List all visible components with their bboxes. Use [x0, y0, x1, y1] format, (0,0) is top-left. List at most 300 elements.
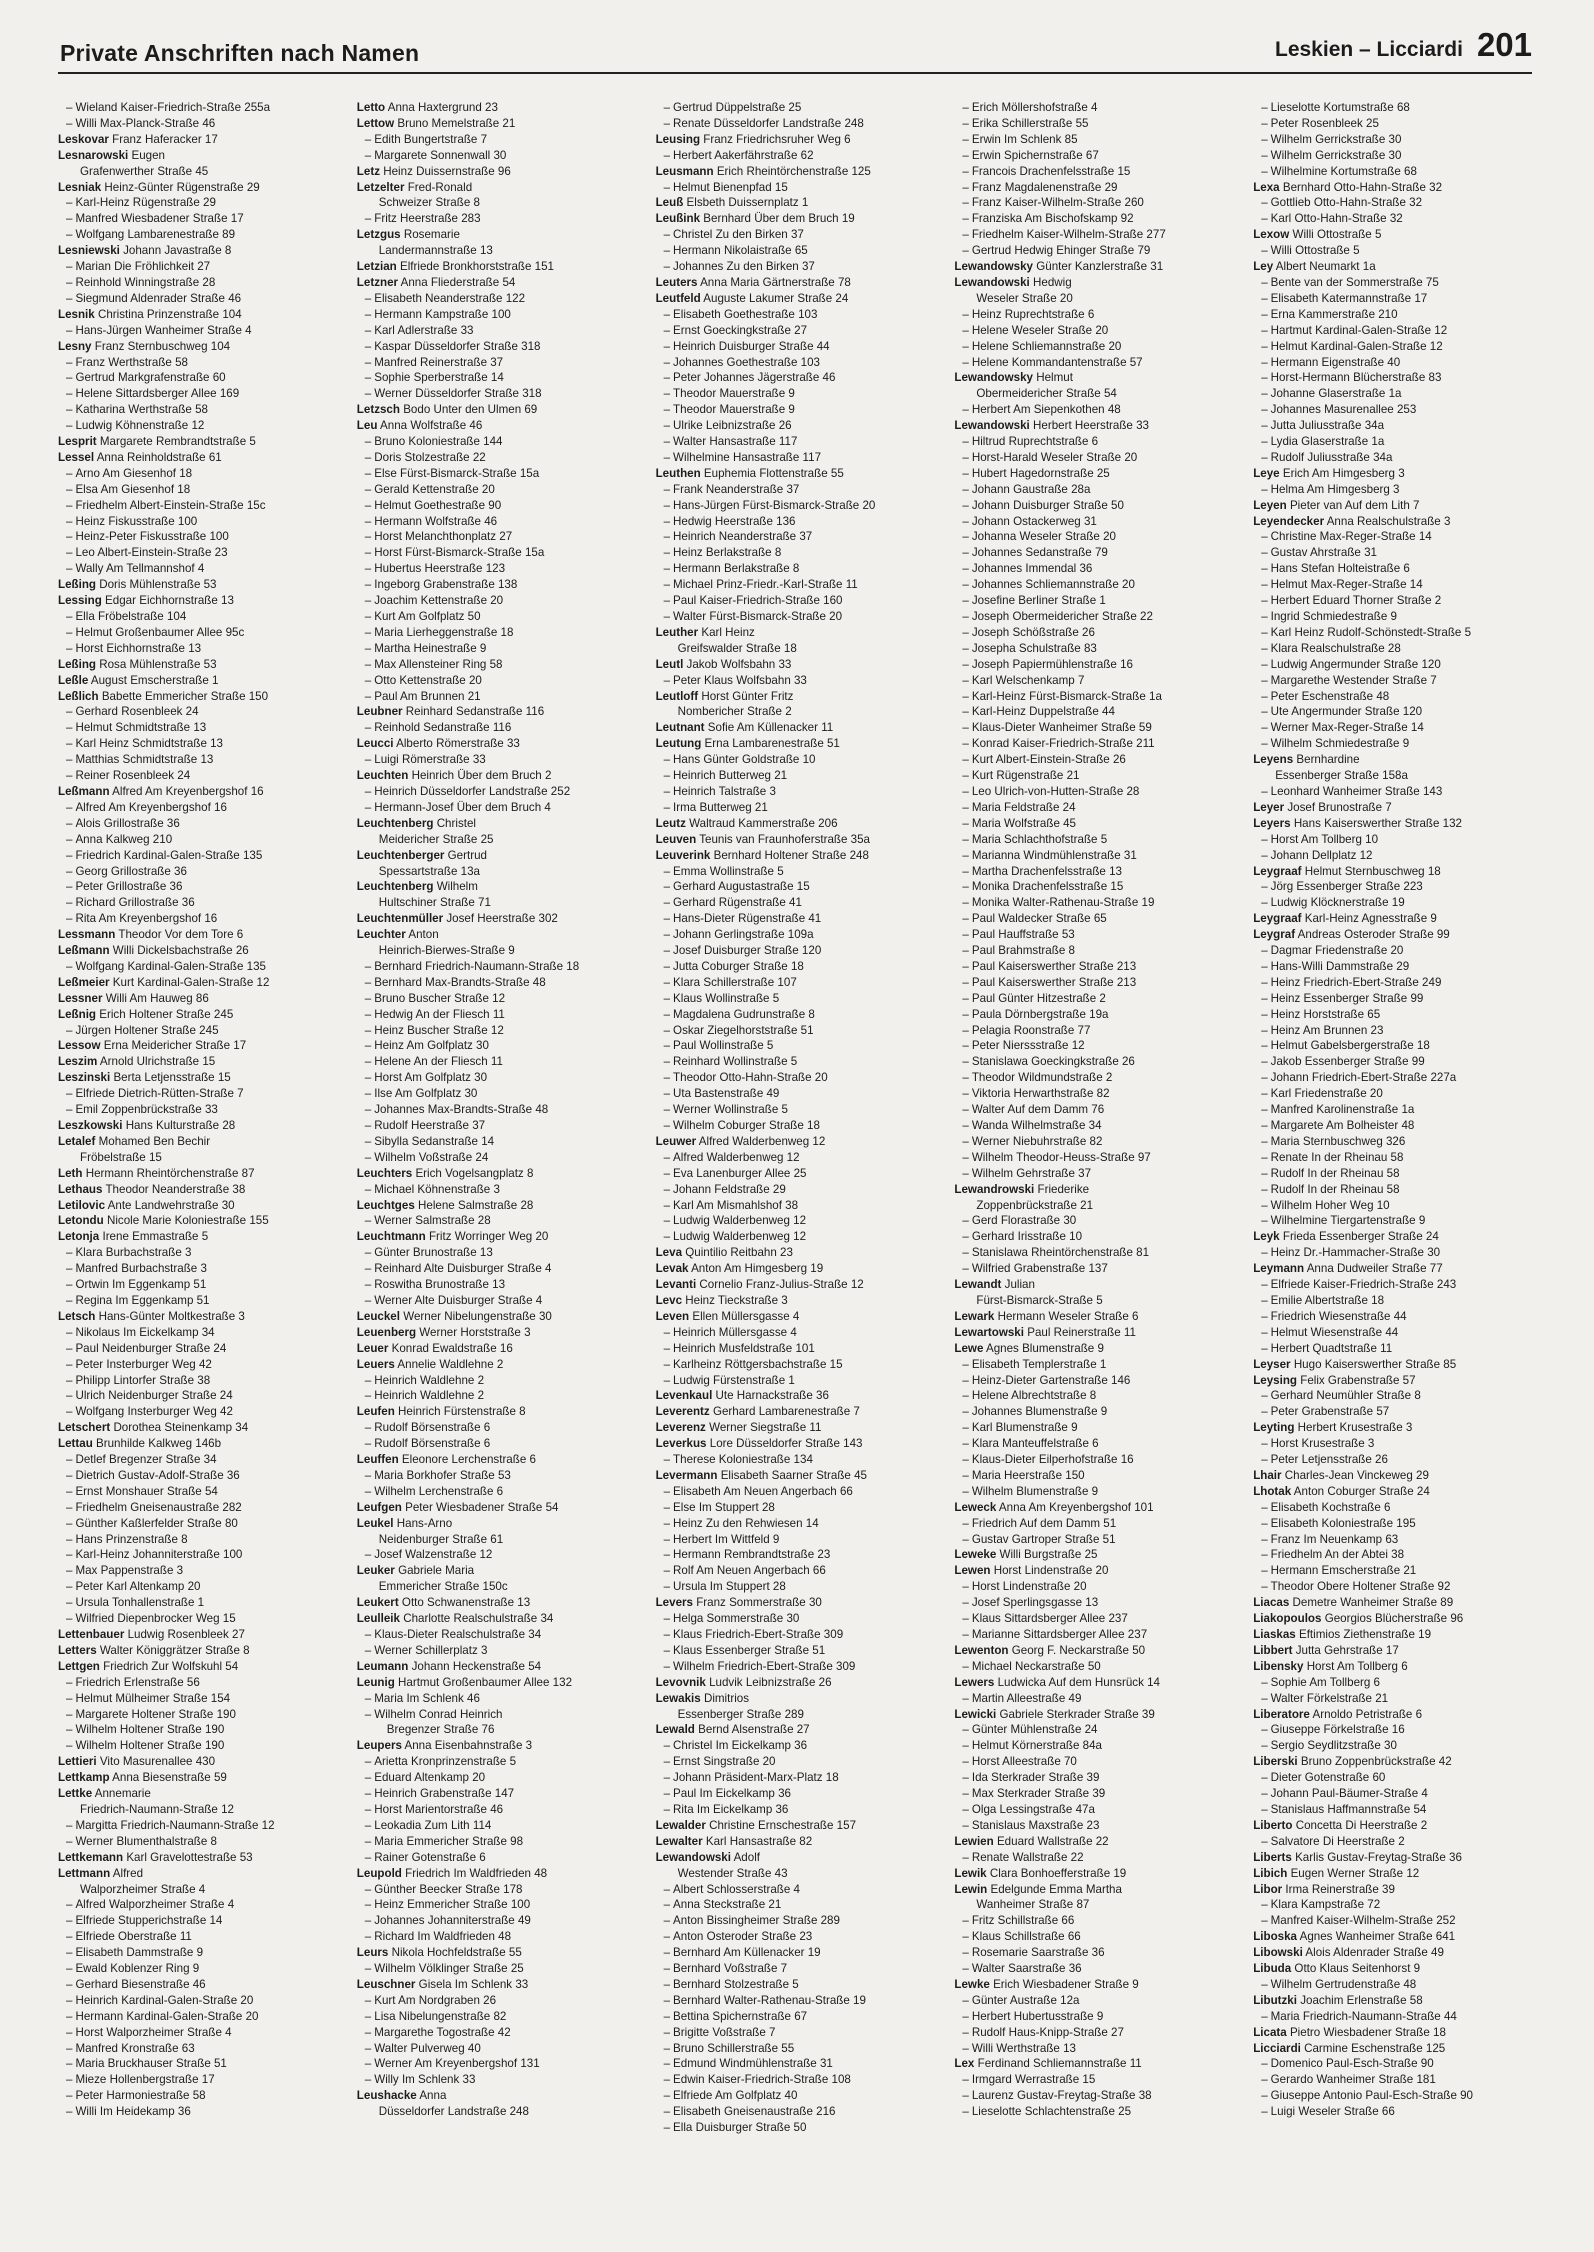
entry-dash: –	[364, 1039, 372, 1053]
entry-continuation	[656, 1627, 949, 1643]
entry-dash: –	[663, 2057, 671, 2071]
entry-dash: –	[962, 1134, 969, 1148]
entry-text: Joachim Kettenstraße 20	[374, 594, 504, 608]
entry-text: Jakob Essenberger Straße 99	[1270, 1055, 1425, 1069]
entry-dash: –	[66, 1930, 73, 1944]
entry-continuation	[357, 2009, 650, 2025]
entry-text: Werner Am Kreyenbergshof 131	[374, 2057, 540, 2071]
entry	[1253, 1707, 1546, 1723]
entry-continuation	[1253, 1007, 1546, 1023]
entry-text: Helmut	[1036, 371, 1073, 385]
entry-surname: Lexa	[1253, 180, 1280, 194]
entry-dash: –	[364, 1103, 372, 1117]
entry	[1253, 2041, 1546, 2057]
entry-continuation	[656, 450, 949, 466]
entry-dash: –	[962, 355, 969, 369]
entry-text: Detlef Bregenzer Straße 34	[75, 1453, 217, 1467]
entry-text: Theodor Vor dem Tore 6	[118, 928, 244, 942]
entry-dash: –	[1261, 450, 1268, 464]
entry-text: Walter Auf dem Damm 76	[971, 1103, 1105, 1117]
entry-continuation	[58, 1404, 351, 1420]
entry-dash: –	[66, 1739, 73, 1753]
entry-text: Teunis van Fraunhoferstraße 35a	[699, 832, 870, 846]
entry-text: Kurt Albert-Einstein-Straße 26	[971, 753, 1126, 767]
entry-text: Michael Köhnenstraße 3	[374, 1182, 500, 1196]
entry-dash: –	[962, 1739, 969, 1753]
entry-text: Brigitte Voßstraße 7	[673, 2025, 776, 2039]
entry-text: Ursula Tonhallenstraße 1	[75, 1596, 205, 1610]
entry-text: Albert Schlosserstraße 4	[673, 1882, 800, 1896]
entry-dash: –	[1261, 546, 1268, 560]
entry-text: Franz Sternbuschweg 104	[94, 339, 231, 353]
entry-text: Walter Hansastraße 117	[673, 435, 798, 449]
entry-text: Peter Klaus Wolfsbahn 33	[673, 673, 807, 687]
entry	[58, 1627, 351, 1643]
entry-text: Uta Bastenstraße 49	[673, 1087, 780, 1101]
entry-text: Heinrich Kardinal-Galen-Straße 20	[75, 1993, 254, 2007]
entry	[58, 450, 351, 466]
entry-text: Ida Sterkrader Straße 39	[971, 1771, 1100, 1785]
entry-text: Gerd Florastraße 30	[971, 1214, 1077, 1228]
entry	[58, 784, 351, 800]
entry	[656, 1309, 949, 1325]
entry-continuation	[58, 2025, 351, 2041]
entry-continuation	[656, 673, 949, 689]
entry-text: Heinz Dr.-Hammacher-Straße 30	[1270, 1246, 1441, 1260]
entry-text: Irma Reinerstraße 39	[1285, 1882, 1395, 1896]
entry-dash: –	[66, 1389, 73, 1403]
entry-text: Johann Friedrich-Ebert-Straße 227a	[1270, 1071, 1457, 1085]
entry-text: Wilhelm Gertrudenstraße 48	[1270, 1977, 1417, 1991]
entry-continuation	[58, 768, 351, 784]
entry-surname: Letonja	[58, 1230, 100, 1244]
entry-continuation	[58, 291, 351, 307]
entry-continuation	[1253, 1293, 1546, 1309]
entry	[357, 1659, 650, 1675]
entry	[357, 1357, 650, 1373]
entry-text: Friedrich Erlenstraße 56	[75, 1675, 200, 1689]
entry-text: Horst-Harald Weseler Straße 20	[971, 450, 1138, 464]
entry-dash: –	[663, 2041, 671, 2055]
entry-text: Andreas Osteroder Straße 99	[1297, 928, 1450, 942]
entry-text: Wilhelmine Kortumstraße 68	[1270, 164, 1417, 178]
entry-continuation	[954, 1404, 1247, 1420]
entry-continuation	[954, 1086, 1247, 1102]
entry-continuation	[954, 1102, 1247, 1118]
entry-continuation	[58, 1738, 351, 1754]
entry-continuation	[1253, 211, 1546, 227]
entry-dash: –	[1261, 1564, 1268, 1578]
entry-text: Bernhard Holtener Straße 248	[713, 848, 869, 862]
entry-surname: Lesnik	[58, 307, 95, 321]
entry-text: Bruno Memelstraße 21	[397, 116, 516, 130]
entry-dash: –	[364, 625, 372, 639]
entry-text: Ferdinand Schliemannstraße 11	[977, 2057, 1142, 2071]
entry-dash: –	[66, 1898, 73, 1912]
entry-dash: –	[663, 1659, 671, 1673]
entry-text: Ella Duisburger Straße 50	[673, 2121, 807, 2135]
entry-surname: Lettkemann	[58, 1850, 124, 1864]
entry-text: Hermann Rheintörchenstraße 87	[85, 1166, 255, 1180]
entry-text: Eugen Werner Straße 12	[1290, 1866, 1420, 1880]
entry-text: Klaus-Dieter Wanheimer Straße 59	[971, 721, 1152, 735]
entry-continuation	[656, 1038, 949, 1054]
entry-continuation	[357, 800, 650, 816]
entry-text: Doris Mühlenstraße 53	[99, 578, 217, 592]
entry	[1253, 752, 1546, 784]
entry-dash: –	[364, 371, 372, 385]
entry-dash: –	[962, 753, 969, 767]
entry-text: Werner Blumenthalstraße 8	[75, 1834, 218, 1848]
entry-text: Elfriede Am Golfplatz 40	[673, 2089, 798, 2103]
entry-continuation	[1253, 1977, 1546, 1993]
entry-dash: –	[66, 832, 73, 846]
entry-dash: –	[663, 498, 671, 512]
entry-continuation	[58, 514, 351, 530]
entry-surname: Leutz	[655, 816, 686, 830]
entry-dash: –	[663, 2121, 671, 2135]
entry-dash: –	[663, 1103, 671, 1117]
entry-text: Sophie Am Tollberg 6	[1270, 1675, 1380, 1689]
entry-continuation	[357, 609, 650, 625]
entry-continuation	[1253, 609, 1546, 625]
entry-dash: –	[962, 769, 969, 783]
entry-continuation	[58, 482, 351, 498]
entry	[58, 1436, 351, 1452]
entry-continuation	[58, 1452, 351, 1468]
entry-text: Anna Steckstraße 21	[673, 1898, 782, 1912]
entry-text: Helga Sommerstraße 30	[673, 1612, 800, 1626]
entry	[58, 243, 351, 259]
entry-dash: –	[962, 403, 969, 417]
entry-continuation	[58, 1245, 351, 1261]
entry	[58, 1182, 351, 1198]
entry-text: Stanislawa Rheintörchenstraße 81	[971, 1246, 1150, 1260]
entry-continuation	[954, 1770, 1247, 1786]
entry-surname: Leuchtenberg	[356, 880, 434, 894]
entry-dash: –	[663, 753, 671, 767]
entry-text: Gertrud Hedwig Ehinger Straße 79	[971, 244, 1151, 258]
entry-text: Helene Kommandantenstraße 57	[971, 355, 1143, 369]
entry-text: Hugo Kaiserswerther Straße 85	[1293, 1357, 1457, 1371]
entry-text: Margarete Sonnenwall 30	[374, 148, 507, 162]
entry	[656, 132, 949, 148]
entry-text: Reinhold Sedanstraße 116	[374, 721, 512, 735]
entry-text: Arno Am Giesenhof 18	[75, 466, 193, 480]
entry-continuation	[656, 545, 949, 561]
entry-text: Bernhard Walter-Rathenau-Straße 19	[673, 1993, 866, 2007]
entry	[954, 370, 1247, 402]
entry-dash: –	[663, 1484, 671, 1498]
entry-continuation	[656, 307, 949, 323]
entry-continuation	[656, 1452, 949, 1468]
entry-text: Hermann Berlakstraße 8	[673, 562, 800, 576]
entry-continuation	[1253, 832, 1546, 848]
entry	[58, 1643, 351, 1659]
entry-text: Rosa Mühlenstraße 53	[99, 657, 217, 671]
entry-continuation	[58, 1484, 351, 1500]
entry	[1253, 227, 1546, 243]
entry-text: Emil Zoppenbrückstraße 33	[75, 1103, 218, 1117]
entry-dash: –	[364, 1055, 372, 1069]
entry-text: Pieter van Auf dem Lith 7	[1289, 498, 1420, 512]
entry-dash: –	[663, 1580, 671, 1594]
entry-continuation	[1253, 1897, 1546, 1913]
entry-dash: –	[1261, 291, 1268, 305]
entry-surname: Leyser	[1253, 1357, 1291, 1371]
entry-text: Erna Kammerstraße 210	[1270, 307, 1398, 321]
entry-dash: –	[962, 1962, 969, 1976]
entry-dash: –	[1261, 1007, 1268, 1021]
entry-dash: –	[663, 1914, 671, 1928]
entry-continuation	[656, 1945, 949, 1961]
entry-continuation	[1253, 959, 1546, 975]
entry-text: Alfred Am Kreyenbergshof 16	[75, 800, 227, 814]
entry-address-line: Essenberger Straße 158a	[1275, 769, 1408, 783]
entry-continuation	[357, 1547, 650, 1563]
entry-address-line: Düsseldorfer Landstraße 248	[378, 2105, 529, 2119]
entry-continuation	[954, 641, 1247, 657]
entry-text: Manfred Kronstraße 63	[75, 2041, 195, 2055]
entry-dash: –	[962, 673, 969, 687]
entry	[58, 1007, 351, 1023]
entry-dash: –	[364, 1437, 372, 1451]
entry-dash: –	[66, 769, 73, 783]
entry-dash: –	[962, 1723, 969, 1737]
entry-text: Dieter Gotenstraße 60	[1270, 1771, 1386, 1785]
entry-dash: –	[1261, 530, 1268, 544]
entry-continuation	[954, 1388, 1247, 1404]
entry-surname: Letschert	[58, 1421, 111, 1435]
entry-continuation	[1253, 1182, 1546, 1198]
entry-continuation	[954, 148, 1247, 164]
entry	[656, 832, 949, 848]
entry-surname: Lesny	[58, 339, 92, 353]
entry-text: Helene Salmstraße 28	[418, 1198, 534, 1212]
entry-text: Klaus Wollinstraße 5	[673, 991, 780, 1005]
entry-continuation	[58, 1023, 351, 1039]
entry-text: Richard Grillostraße 36	[75, 896, 195, 910]
entry-continuation	[656, 1961, 949, 1977]
entry-continuation	[656, 243, 949, 259]
header-right	[1275, 26, 1532, 64]
entry-surname: Leuthen	[655, 466, 701, 480]
entry-dash: –	[663, 880, 671, 894]
entry-continuation	[58, 1977, 351, 1993]
entry-surname: Leuschner	[356, 1977, 416, 1991]
entry-text: Stanislawa Goeckingkstraße 26	[971, 1055, 1135, 1069]
entry-text: Gerhard Rosenbleek 24	[75, 705, 199, 719]
entry-text: Karl Friedenstraße 20	[1270, 1087, 1383, 1101]
entry-text: Auguste Lakumer Straße 24	[703, 291, 849, 305]
entry-text: Franz Werthstraße 58	[75, 355, 188, 369]
page-title: Private Anschriften nach Namen	[60, 40, 420, 66]
entry-dash: –	[66, 1293, 73, 1307]
entry-text: Willi Ottostraße 5	[1292, 228, 1382, 242]
entry-dash: –	[364, 610, 372, 623]
entry-text: Ernst Goeckingkstraße 27	[673, 323, 808, 337]
entry-text: Renate Wallstraße 22	[971, 1850, 1084, 1864]
entry-dash: –	[962, 1230, 969, 1244]
entry-text: Josef Sperlingsgasse 13	[971, 1596, 1099, 1610]
entry-dash: –	[66, 610, 73, 623]
column-2	[357, 100, 650, 2232]
entry-text: Dagmar Friedenstraße 20	[1270, 944, 1404, 958]
entry-surname: Leuenberg	[356, 1325, 417, 1339]
entry-continuation	[1253, 1770, 1546, 1786]
entry-continuation	[58, 1707, 351, 1723]
entry-dash: –	[663, 244, 671, 258]
entry-text: Bernhard Friedrich-Naumann-Straße 18	[374, 959, 580, 973]
entry-continuation	[954, 1373, 1247, 1389]
entry-dash: –	[962, 832, 969, 846]
entry	[656, 164, 949, 180]
entry-surname: Lesniewski	[58, 244, 120, 258]
entry-dash: –	[66, 2057, 73, 2071]
entry-continuation	[1253, 1102, 1546, 1118]
entry	[357, 1977, 650, 1993]
entry-text: Hubert Hagedornstraße 25	[971, 466, 1110, 480]
entry-dash: –	[364, 1023, 372, 1037]
entry-dash: –	[364, 594, 372, 608]
entry-surname: Leweke	[954, 1548, 997, 1562]
entry-dash: –	[364, 355, 372, 369]
entry-continuation	[357, 1834, 650, 1850]
entry-dash: –	[1261, 1293, 1268, 1307]
entry-text: Philipp Lintorfer Straße 38	[75, 1373, 211, 1387]
entry-dash: –	[962, 212, 969, 226]
entry-dash: –	[663, 116, 671, 130]
entry-text: Johanna Weseler Straße 20	[971, 530, 1116, 544]
entry-continuation	[656, 2025, 949, 2041]
entry-dash: –	[364, 1643, 372, 1657]
entry-dash: –	[663, 1612, 671, 1626]
entry-continuation	[357, 1245, 650, 1261]
entry-text: Margarete Am Bolheister 48	[1270, 1119, 1415, 1132]
entry-continuation	[1253, 1038, 1546, 1054]
entry-text: Wanda Wilhelmstraße 34	[971, 1119, 1102, 1132]
entry-continuation	[656, 1913, 949, 1929]
entry-dash: –	[66, 1962, 73, 1976]
entry-surname: Letzgus	[356, 228, 401, 242]
entry-text: Joseph Schößstraße 26	[971, 625, 1095, 639]
entry-text: Ingrid Schmiedestraße 9	[1270, 610, 1397, 623]
entry-text: Erna Lambarenestraße 51	[704, 737, 840, 751]
entry-text: Wolfgang Insterburger Weg 42	[75, 1405, 233, 1419]
entry-text: Julian	[1004, 1278, 1035, 1292]
entry-text: Christine Ernschestraße 157	[709, 1818, 857, 1832]
entry-text: Gottlieb Otto-Hahn-Straße 32	[1270, 196, 1423, 210]
entry-surname: Leweck	[954, 1500, 997, 1514]
entry-continuation	[656, 498, 949, 514]
entry-text: Arnoldo Petristraße 6	[1312, 1707, 1423, 1721]
entry	[58, 577, 351, 593]
entry-text: Margarete Rembrandtstraße 5	[99, 435, 256, 449]
entry-text: Anton Bissingheimer Straße 289	[673, 1914, 840, 1928]
entry-text: Babette Emmericher Straße 150	[101, 689, 269, 703]
entry-text: Jutta Coburger Straße 18	[673, 959, 804, 973]
entry-continuation	[954, 1245, 1247, 1261]
entry-continuation	[656, 593, 949, 609]
entry-continuation	[58, 1293, 351, 1309]
entry-continuation	[656, 1579, 949, 1595]
entry-surname: Leyens	[1253, 753, 1294, 767]
entry-dash: –	[1261, 610, 1268, 623]
entry-dash: –	[663, 371, 671, 385]
entry-text: Hans Kaiserswerther Straße 132	[1293, 816, 1462, 830]
entry-dash: –	[364, 1389, 372, 1403]
entry-continuation	[656, 2120, 949, 2136]
entry-dash: –	[1261, 132, 1268, 146]
entry-text: Horst Lindenstraße 20	[993, 1564, 1109, 1578]
entry-continuation	[656, 1643, 949, 1659]
entry-continuation	[1253, 1388, 1546, 1404]
entry-text: Anna Eisenbahnstraße 3	[404, 1739, 533, 1753]
entry	[656, 657, 949, 673]
entry-dash: –	[364, 2041, 372, 2055]
entry	[357, 1500, 650, 1516]
entry-dash: –	[1261, 896, 1268, 910]
entry-dash: –	[962, 228, 969, 242]
entry	[656, 1675, 949, 1691]
entry-continuation	[1253, 641, 1546, 657]
entry-surname: Leuwer	[655, 1134, 697, 1148]
entry-text: Ludwig Köhnenstraße 12	[75, 419, 205, 433]
entry-dash: –	[962, 450, 969, 464]
entry-dash: –	[962, 1039, 969, 1053]
entry-continuation	[58, 1516, 351, 1532]
entry-surname: Liberto	[1253, 1818, 1293, 1832]
entry-continuation	[1253, 1341, 1546, 1357]
entry-continuation	[58, 370, 351, 386]
entry-continuation	[1253, 164, 1546, 180]
entry-continuation	[656, 784, 949, 800]
entry-dash: –	[364, 1119, 372, 1132]
entry-text: Kurt Rügenstraße 21	[971, 769, 1080, 783]
entry-text: Erwin Im Schlenk 85	[971, 132, 1078, 146]
entry	[656, 1468, 949, 1484]
entry-continuation	[954, 625, 1247, 641]
entry-dash: –	[66, 816, 73, 830]
entry-dash: –	[962, 1071, 969, 1085]
entry-surname: Licata	[1253, 2025, 1287, 2039]
entry-text: Kurt Kardinal-Galen-Straße 12	[112, 975, 270, 989]
entry-continuation	[656, 1500, 949, 1516]
entry-text: Wilfried Grabenstraße 137	[971, 1262, 1108, 1276]
entry-continuation	[1253, 577, 1546, 593]
entry-continuation	[357, 1388, 650, 1404]
entry-text: Ingeborg Grabenstraße 138	[374, 578, 518, 592]
entry-surname: Leven	[655, 1309, 690, 1323]
entry-continuation	[656, 943, 949, 959]
entry-address-line: Meidericher Straße 25	[378, 832, 494, 846]
entry-text: Jutta Gehrstraße 17	[1295, 1643, 1399, 1657]
entry-continuation	[58, 911, 351, 927]
entry-dash: –	[364, 1293, 372, 1307]
entry-dash: –	[962, 101, 969, 114]
entry-text: Erich Möllershofstraße 4	[971, 101, 1098, 114]
entry	[58, 1198, 351, 1214]
entry-continuation	[656, 879, 949, 895]
entry-surname: Libensky	[1253, 1659, 1304, 1673]
entry-dash: –	[962, 689, 969, 703]
entry-continuation	[656, 2088, 949, 2104]
entry-text: Anna Maria Gärtnerstraße 78	[700, 275, 851, 289]
entry-dash: –	[1261, 1548, 1268, 1562]
entry-continuation	[357, 641, 650, 657]
entry-continuation	[954, 1659, 1247, 1675]
entry-dash: –	[1261, 1119, 1268, 1132]
